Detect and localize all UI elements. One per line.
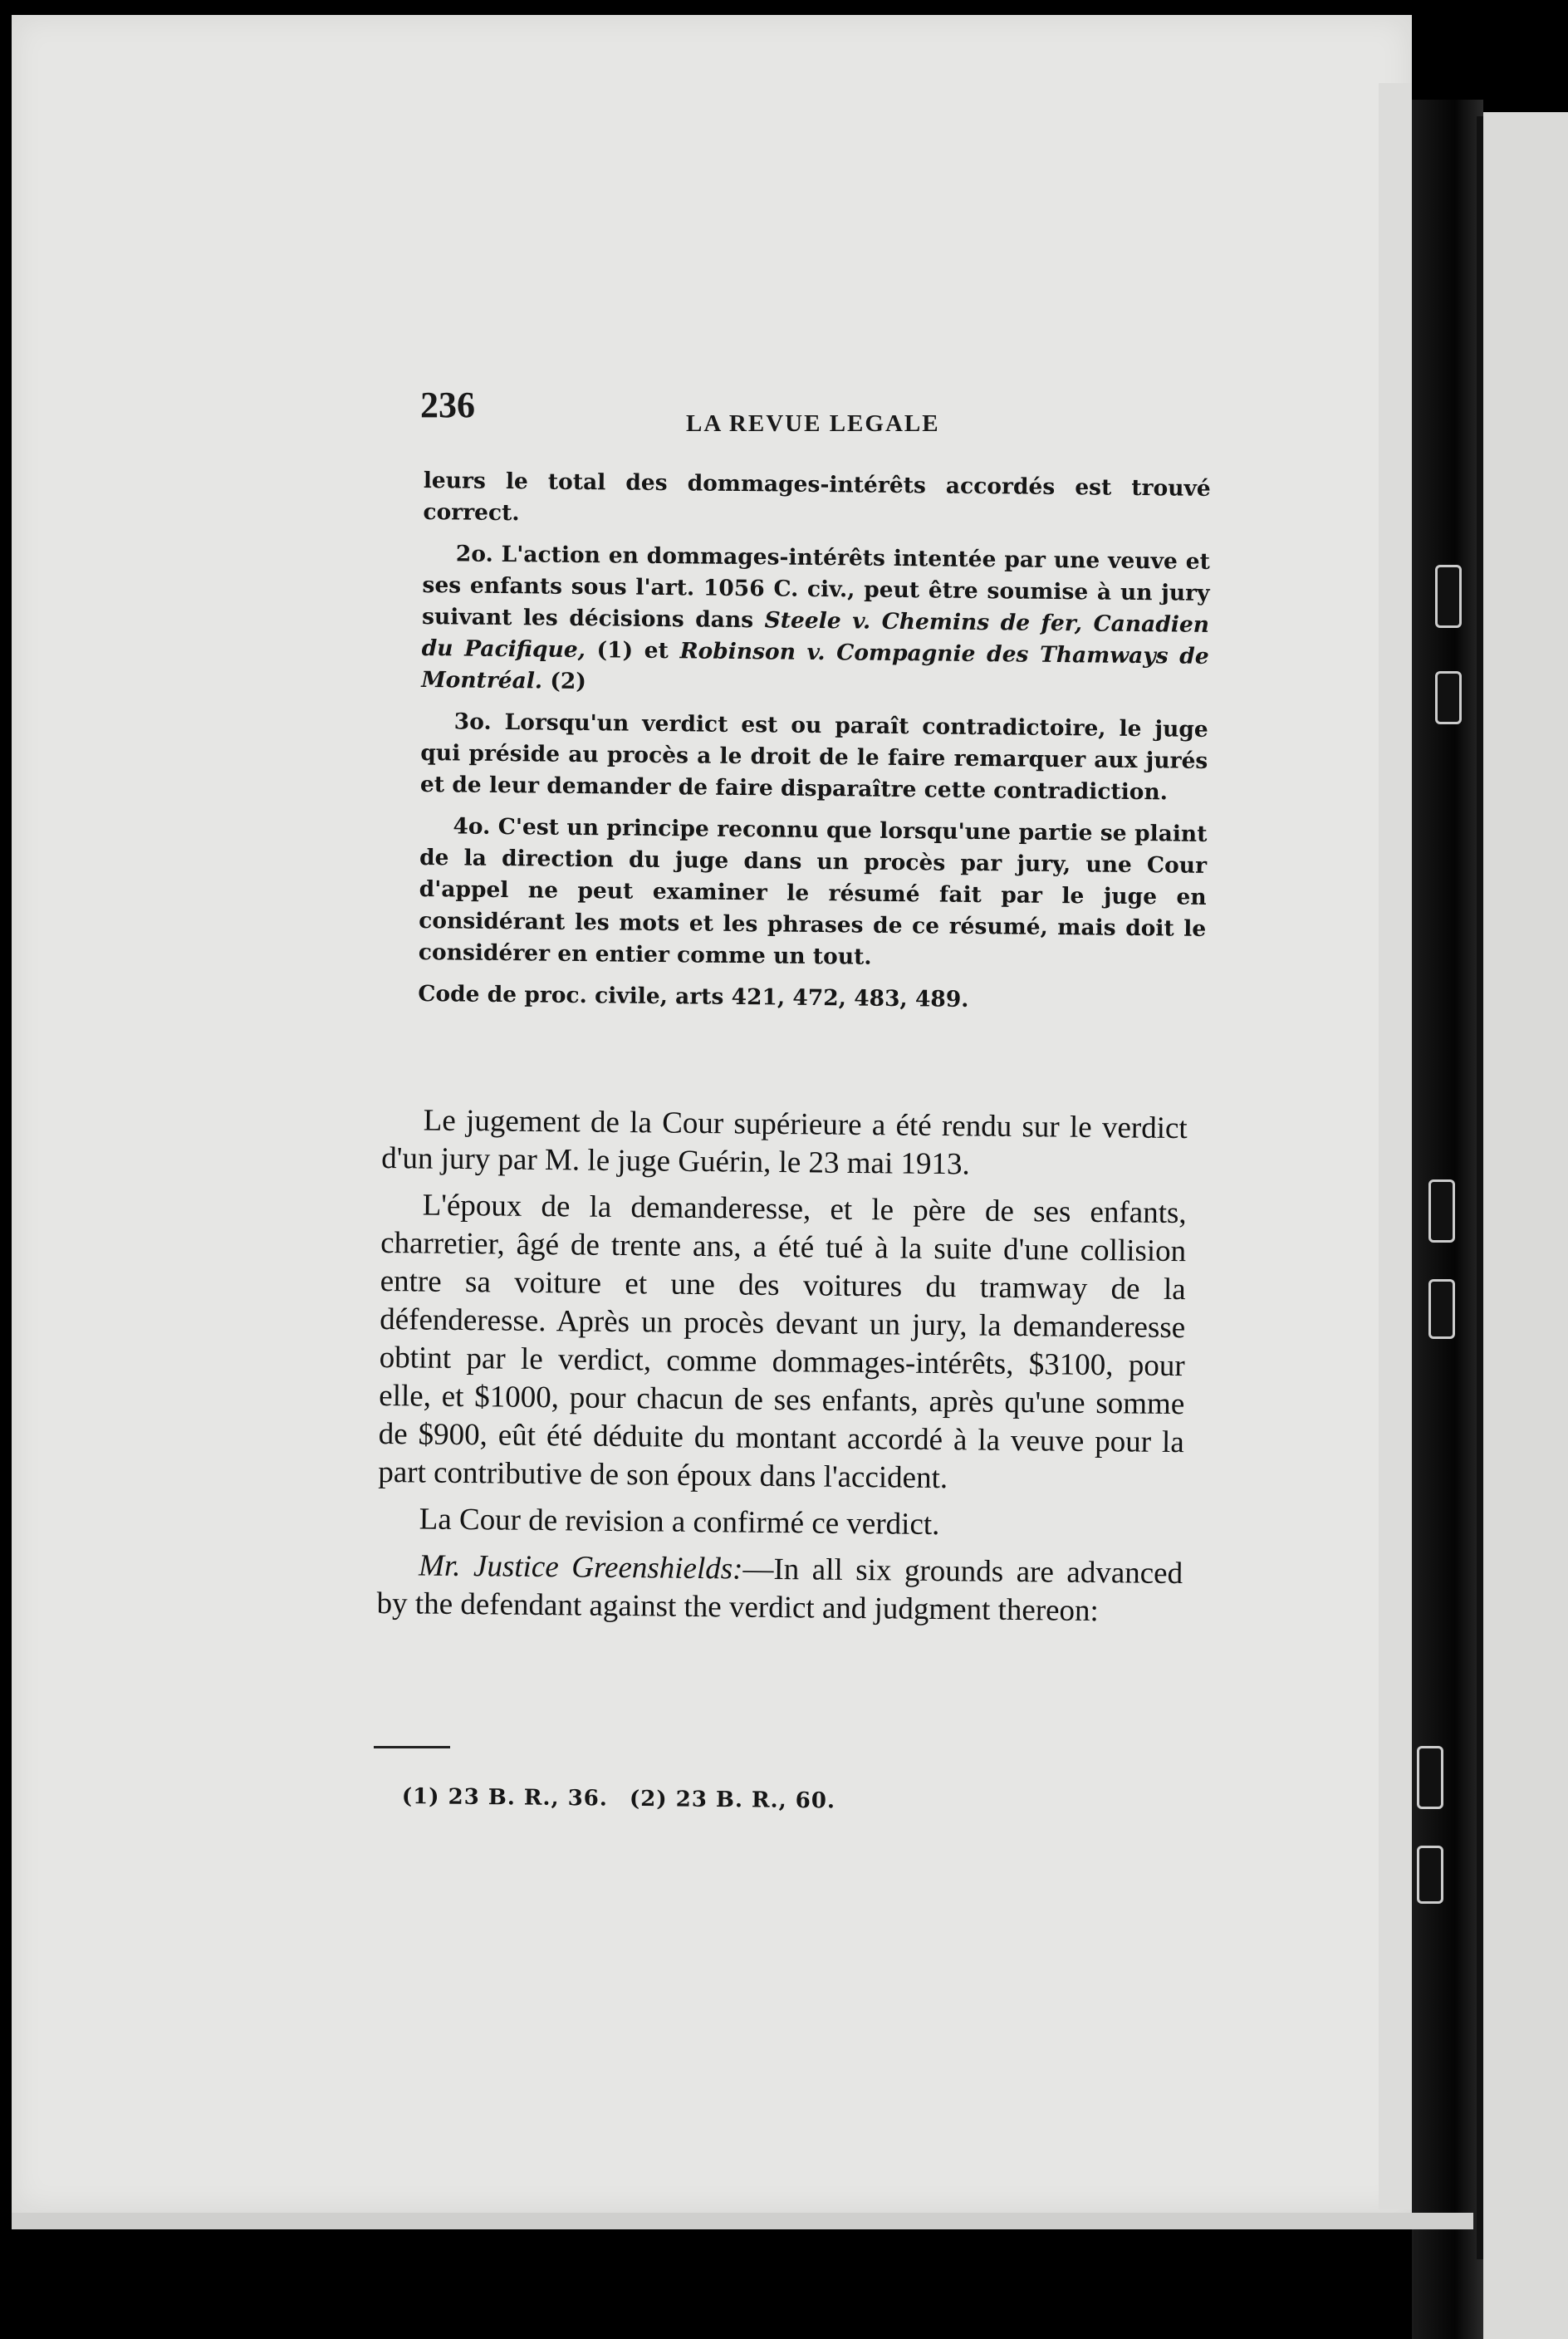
body-text: —In all six grounds are advanced by the defendant against the verdict and judgment thereon: (376, 1552, 1183, 1629)
footnote: (1) 23 B. R., 36. (401, 1784, 609, 1812)
body-paragraph: L'époux de la demanderesse, et le père de ses enfants, charretier, âgé de trente ans, a été tué à la suite d'une collision entre sa voiture et une des voitures du tramway de la défenderesse. Après un procès devant un jury, la demanderesse obtint par le verdict, comme dommages-intérêts, $3100, pour elle, et $1000, pour chacun de ses enfants, après qu'une somme de $900, eût été déduite du montant accordé à la veuve pour la part contributive de son époux dans l'accident. (378, 1188, 1187, 1496)
binding-clip (1428, 1179, 1455, 1243)
summary-paragraph: 4o. C'est un principe reconnu que lorsqu'une partie se plaint de la direction du juge dans un procès par jury, une Cour d'appel ne peut examiner le résumé fait par le juge en considérant les mots et les phrases de ce résumé, mais doit le considérer en entier comme un tout. (418, 813, 1208, 970)
summary-text: (1) et (585, 637, 680, 664)
body-paragraph: Le jugement de la Cour supérieure a été rendu sur le verdict d'un jury par M. le juge Guérin, le 23 mai 1913. (381, 1103, 1188, 1182)
case-citation: Steele v. Chemins de fer, Canadien du Pacifique, (421, 607, 1210, 664)
body-paragraph (376, 1547, 1183, 1631)
page-header (420, 384, 1251, 442)
page-number: 236 (420, 385, 475, 425)
speaker-name: Mr. Justice Greenshields: (418, 1548, 743, 1586)
summary-paragraph: 3o. Lorsqu'un verdict est ou paraît contradictoire, le juge qui préside au procès a le droit de le faire remarquer aux jurés et de leur demander de faire disparaître cette contradiction. (419, 709, 1208, 806)
binding-clip (1428, 1279, 1455, 1339)
footnote: (2) 23 B. R., 60. (629, 1786, 836, 1814)
footnotes (402, 1784, 849, 1814)
binding-clip (1435, 565, 1462, 628)
code-reference: Code de proc. civile, arts 421, 472, 483, 489. (418, 980, 969, 1013)
summary-paragraph (421, 538, 1210, 704)
case-citation: Robinson v. Compagnie des Thamways de Montréal. (421, 638, 1209, 694)
summary-text: 2o. L'action en dommages-intérêts intentée par une veuve et ses enfants sous l'art. 1056 C. civ., peut être soumise à un jury suivant les décisions dans (421, 541, 1210, 634)
binding-clip (1417, 1846, 1443, 1904)
summary-text: (2) (541, 668, 587, 695)
footnote-rule (374, 1746, 450, 1748)
binding-clip (1417, 1746, 1443, 1809)
binding-spine (1477, 116, 1483, 2259)
summary-paragraph: leurs le total des dommages-intérêts accordés est trouvé correct. (423, 467, 1211, 527)
body-paragraph: La Cour de revision a confirmé ce verdict. (419, 1502, 940, 1542)
judgment-body (376, 1101, 1188, 1640)
running-head: LA REVUE LEGALE (686, 410, 940, 437)
headnote-summary (418, 465, 1211, 1028)
binding-clip (1435, 671, 1462, 724)
adjacent-page (1483, 112, 1568, 2339)
